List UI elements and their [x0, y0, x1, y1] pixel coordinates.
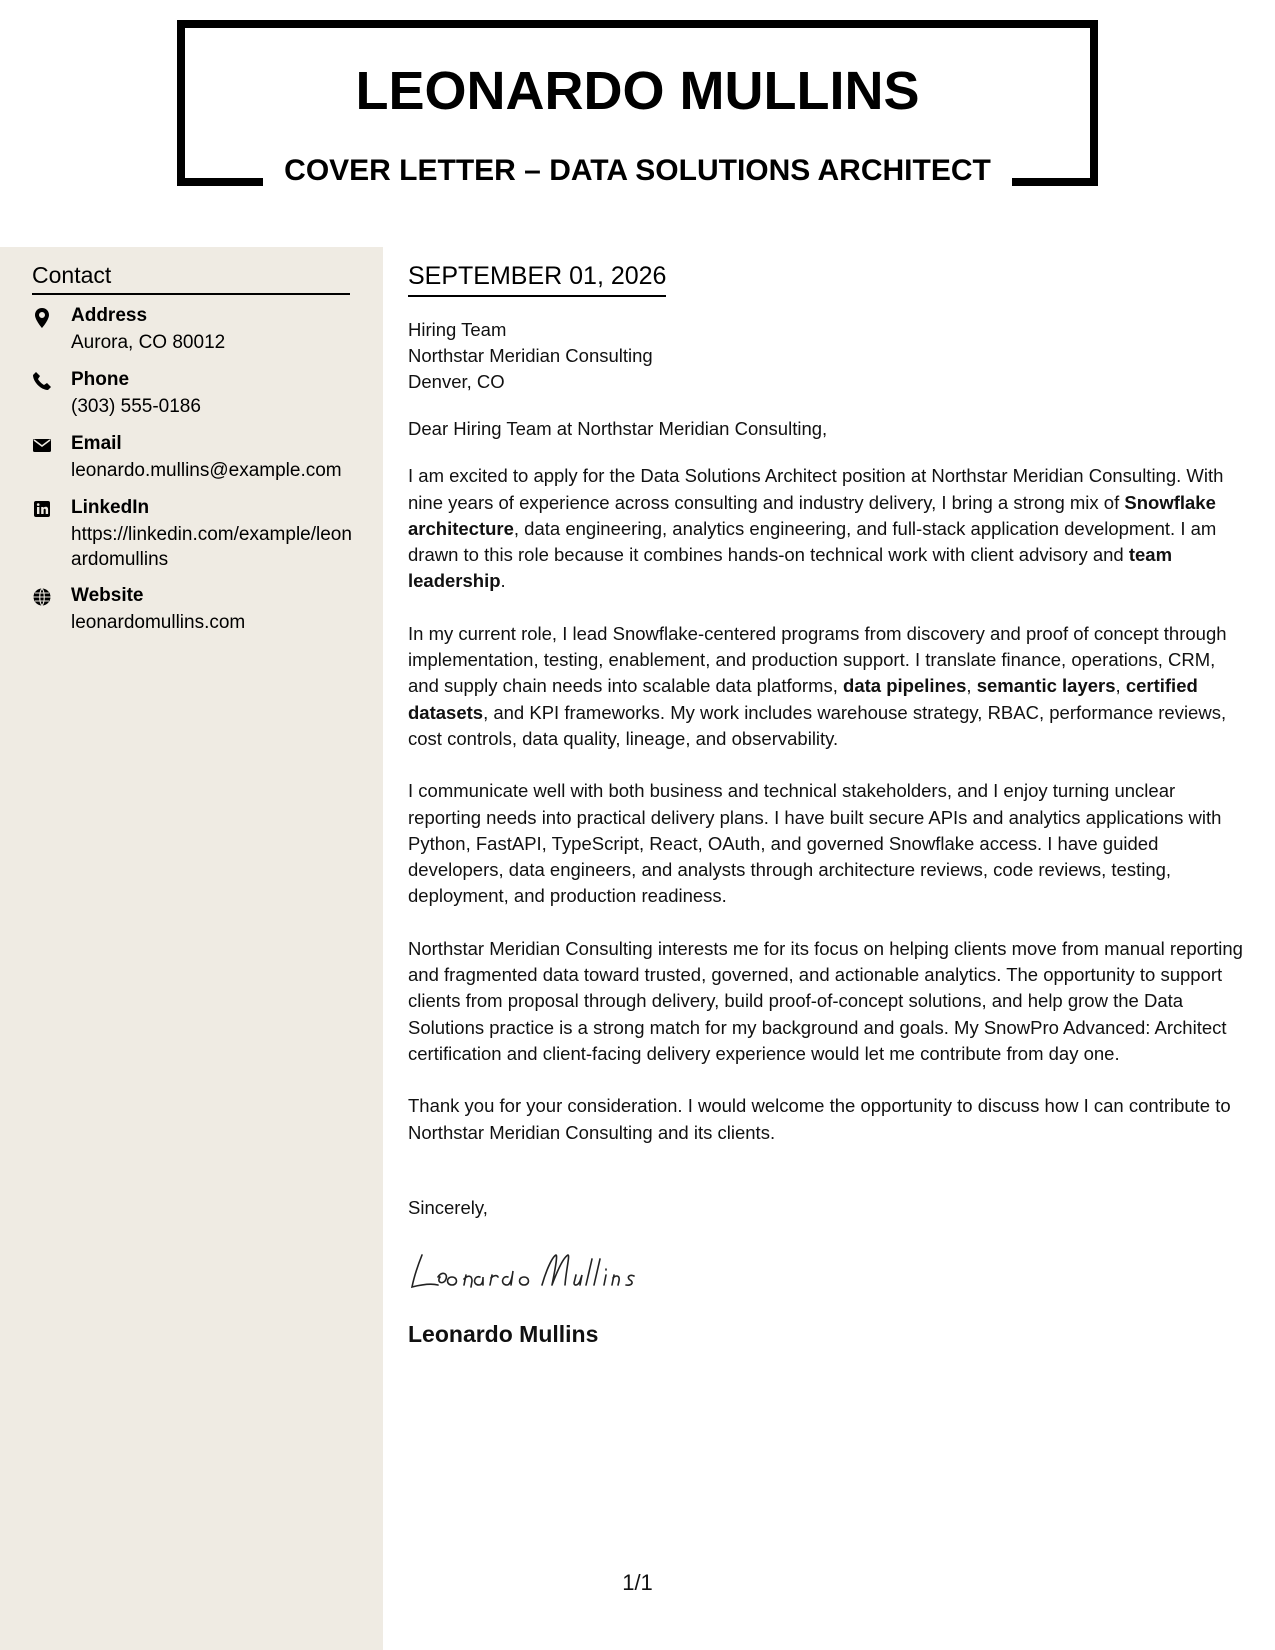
envelope-icon	[32, 435, 54, 457]
text-run: ,	[966, 675, 977, 697]
paragraph-current-role	[408, 621, 1248, 752]
text-run: , and KPI frameworks. My work includes warehouse strategy, RBAC, performance reviews, cost controls, data quality, lineage, and observability.	[408, 701, 1227, 749]
linkedin-link[interactable]: https://linkedin.com/example/leonardomullins	[71, 524, 352, 570]
letter-body	[408, 262, 1248, 1348]
text-run: .	[500, 570, 506, 592]
phone-value: (303) 555-0186	[71, 396, 201, 417]
letter-date: SEPTEMBER 01, 2026	[408, 262, 666, 297]
page-number: 1/1	[622, 1570, 653, 1595]
text-run: ,	[1115, 675, 1126, 697]
phone-label: Phone	[71, 369, 130, 390]
address-value: Aurora, CO 80012	[71, 332, 226, 353]
recipient-line: Northstar Meridian Consulting	[408, 345, 653, 366]
document-title: COVER LETTER – DATA SOLUTIONS ARCHITECT	[284, 154, 991, 187]
paragraph-intro	[408, 463, 1248, 594]
email-label: Email	[71, 433, 122, 454]
address-label: Address	[71, 305, 148, 326]
text-run: I am excited to apply for the Data Solutions Architect position at Northstar Meridian Consulting. With nine years of experience across consulting and industry delivery, I bring a strong mix of	[408, 465, 1224, 513]
linkedin-label: LinkedIn	[71, 497, 150, 518]
signer-name: Leonardo Mullins	[408, 1320, 599, 1347]
closing: Sincerely,	[408, 1196, 488, 1218]
globe-icon	[32, 587, 54, 609]
paragraph-communication: I communicate well with both business and technical stakeholders, and I enjoy turning unclear reporting needs into practical delivery plans. I have built secure APIs and analytics applications with Python, FastAPI, TypeScript, React, OAuth, and governed Snowflake access. I have guided developers, data engineers, and analysts through architecture reviews, code reviews, testing, deployment, and production readiness.	[408, 780, 1222, 907]
website-link[interactable]: leonardomullins.com	[71, 612, 246, 633]
email-link[interactable]: leonardo.mullins@example.com	[71, 460, 342, 481]
bold-run: team leadership	[408, 544, 1173, 592]
phone-icon	[32, 371, 54, 393]
recipient-line: Denver, CO	[408, 371, 505, 392]
text-run: In my current role, I lead Snowflake-centered programs from discovery and proof of concept through implementation, testing, enablement, and production support. I translate finance, operations, CRM, and supply chain needs into scalable data platforms,	[408, 622, 1227, 697]
bold-run: Snowflake architecture	[408, 491, 1216, 539]
website-label: Website	[71, 585, 144, 606]
paragraph-thanks: Thank you for your consideration. I would welcome the opportunity to discuss how I can contribute to Northstar Meridian Consulting and its clients.	[408, 1095, 1231, 1143]
recipient-line: Hiring Team	[408, 319, 507, 340]
paragraph-company-interest: Northstar Meridian Consulting interests me for its focus on helping clients move from manual reporting and fragmented data toward trusted, governed, and actionable analytics. The opportunity to support clients from proposal through delivery, build proof-of-concept solutions, and help grow the Data Solutions practice is a strong match for my background and goals. My SnowPro Advanced: Architect certification and client-facing delivery experience would let me contribute from day one.	[408, 937, 1243, 1064]
contact-heading: Contact	[32, 262, 350, 295]
recipient-block	[408, 317, 1248, 395]
map-pin-icon	[32, 307, 54, 329]
text-run: , data engineering, analytics engineering, and full-stack application development. I am drawn to this role because it combines hands-on technical work with client advisory and	[408, 517, 1217, 566]
applicant-name: LEONARDO MULLINS	[355, 61, 920, 121]
bold-run: semantic layers	[976, 675, 1116, 697]
bold-run: certified datasets	[408, 675, 1198, 723]
bold-run: data pipelines	[843, 675, 967, 697]
linkedin-icon	[32, 499, 54, 521]
salutation: Dear Hiring Team at Northstar Meridian Consulting,	[408, 418, 828, 439]
handwritten-signature	[408, 1247, 678, 1297]
